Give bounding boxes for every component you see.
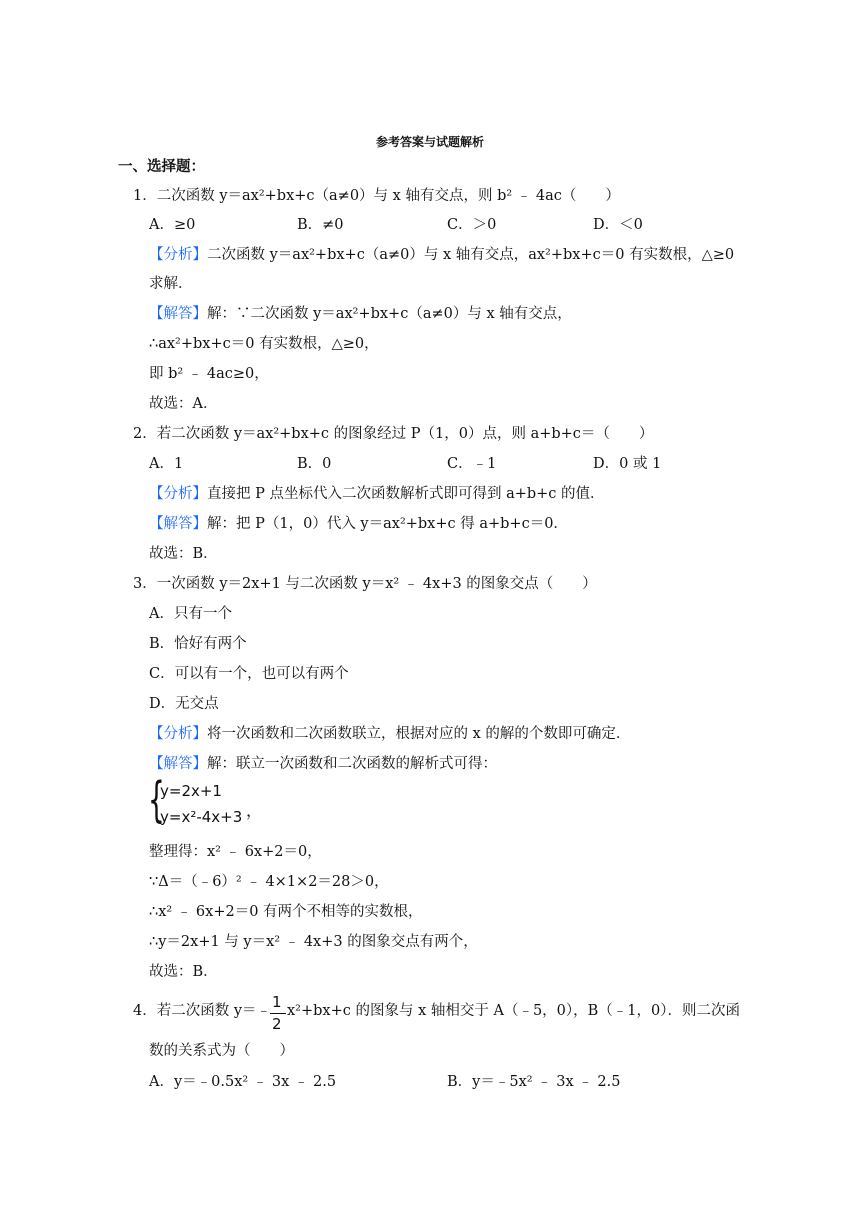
q1-stem: 1．二次函数 y＝ax²+bx+c（a≠0）与 x 轴有交点，则 b² ﹣ 4ac（ ） <box>133 188 620 204</box>
q3-option-c: C．可以有一个，也可以有两个 <box>149 666 349 682</box>
q4-stem-end: x²+bx+c 的图象与 x 轴相交于 A（﹣5，0），B（﹣1，0）．则二次函 <box>287 1003 741 1019</box>
q4-option-b: B．y＝﹣5x² ﹣ 3x ﹣ 2.5 <box>447 1074 621 1090</box>
q2-answer-text: 解：把 P（1，0）代入 y＝ax²+bx+c 得 a+b+c＝0． <box>207 516 568 532</box>
answer-tag: 【解答】 <box>149 756 207 772</box>
equation-line-1: y=2x+1 <box>160 782 222 800</box>
q3-step: 整理得：x² ﹣ 6x+2＝0， <box>149 844 322 860</box>
q1-answer-step: 即 b² ﹣ 4ac≥0， <box>149 366 269 382</box>
q1-option-d: D．＜0 <box>593 217 643 233</box>
page-title: 参考答案与试题解析 <box>375 135 484 149</box>
analysis-tag: 【分析】 <box>149 486 207 502</box>
q3-step: ∴x² ﹣ 6x+2＝0 有两个不相等的实数根， <box>149 904 423 920</box>
q1-analysis-text: 二次函数 y＝ax²+bx+c（a≠0）与 x 轴有交点，ax²+bx+c＝0 有实数根，△≥0 <box>207 247 735 263</box>
q2-option-b: B．0 <box>297 456 332 472</box>
left-brace-icon: { <box>148 772 165 828</box>
q1-answer-text: 解：∵二次函数 y＝ax²+bx+c（a≠0）与 x 轴有交点， <box>207 306 572 322</box>
answer-tag: 【解答】 <box>149 516 207 532</box>
q3-analysis <box>149 724 630 744</box>
q3-stem: 3．一次函数 y＝2x+1 与二次函数 y＝x² ﹣ 4x+3 的图象交点（ ） <box>133 576 597 592</box>
q1-answer <box>149 304 572 324</box>
equation-comma: ， <box>246 801 263 820</box>
q3-analysis-text: 将一次函数和二次函数联立，根据对应的 x 的解的个数即可确定． <box>207 726 631 742</box>
q1-option-a: A．≥0 <box>149 217 196 233</box>
q3-step: ∴y＝2x+1 与 y＝x² ﹣ 4x+3 的图象交点有两个， <box>149 934 478 950</box>
q1-answer-step: ∴ax²+bx+c＝0 有实数根，△≥0， <box>149 336 379 352</box>
q1-option-b: B．≠0 <box>297 217 344 233</box>
q2-option-a: A．1 <box>149 456 184 472</box>
q1-analysis <box>149 245 734 265</box>
q4-option-a: A．y＝﹣0.5x² ﹣ 3x ﹣ 2.5 <box>149 1074 337 1090</box>
fraction-bar <box>270 1013 286 1014</box>
q3-answer-text: 解：联立一次函数和二次函数的解析式可得： <box>207 756 497 772</box>
analysis-tag: 【分析】 <box>149 726 207 742</box>
q3-choice: 故选：B． <box>149 964 218 980</box>
q1-option-c: C．＞0 <box>447 217 497 233</box>
q2-choice: 故选：B． <box>149 546 218 562</box>
q4-stem-start: 4．若二次函数 y＝﹣ <box>133 1003 272 1019</box>
equation-system <box>148 772 268 832</box>
q3-option-d: D．无交点 <box>149 696 219 712</box>
equation-line-2: y=x²-4x+3 <box>160 808 243 826</box>
q3-option-a: A．只有一个 <box>149 606 232 622</box>
q2-option-c: C．﹣1 <box>447 456 497 472</box>
analysis-tag: 【分析】 <box>149 247 207 263</box>
fraction-denominator: 2 <box>272 1015 282 1033</box>
q2-stem: 2．若二次函数 y＝ax²+bx+c 的图象经过 P（1，0）点，则 a+b+c＝（ ） <box>133 426 654 442</box>
q1-choice: 故选：A． <box>149 396 218 412</box>
q3-option-b: B．恰好有两个 <box>149 636 247 652</box>
answer-tag: 【解答】 <box>149 306 207 322</box>
fraction-numerator: 1 <box>272 993 282 1011</box>
q2-analysis <box>149 484 605 504</box>
q4-stem-cont: 数的关系式为（ ） <box>149 1043 294 1059</box>
q2-answer <box>149 514 568 534</box>
q2-option-d: D．0 或 1 <box>593 456 662 472</box>
q1-analysis-cont: 求解． <box>149 276 193 292</box>
q3-step: ∵Δ＝（﹣6）² ﹣ 4×1×2＝28＞0， <box>149 874 389 890</box>
q3-answer <box>149 754 497 774</box>
section-heading: 一、选择题： <box>118 158 205 175</box>
fraction <box>270 993 286 1035</box>
q2-analysis-text: 直接把 P 点坐标代入二次函数解析式即可得到 a+b+c 的值． <box>207 486 605 502</box>
